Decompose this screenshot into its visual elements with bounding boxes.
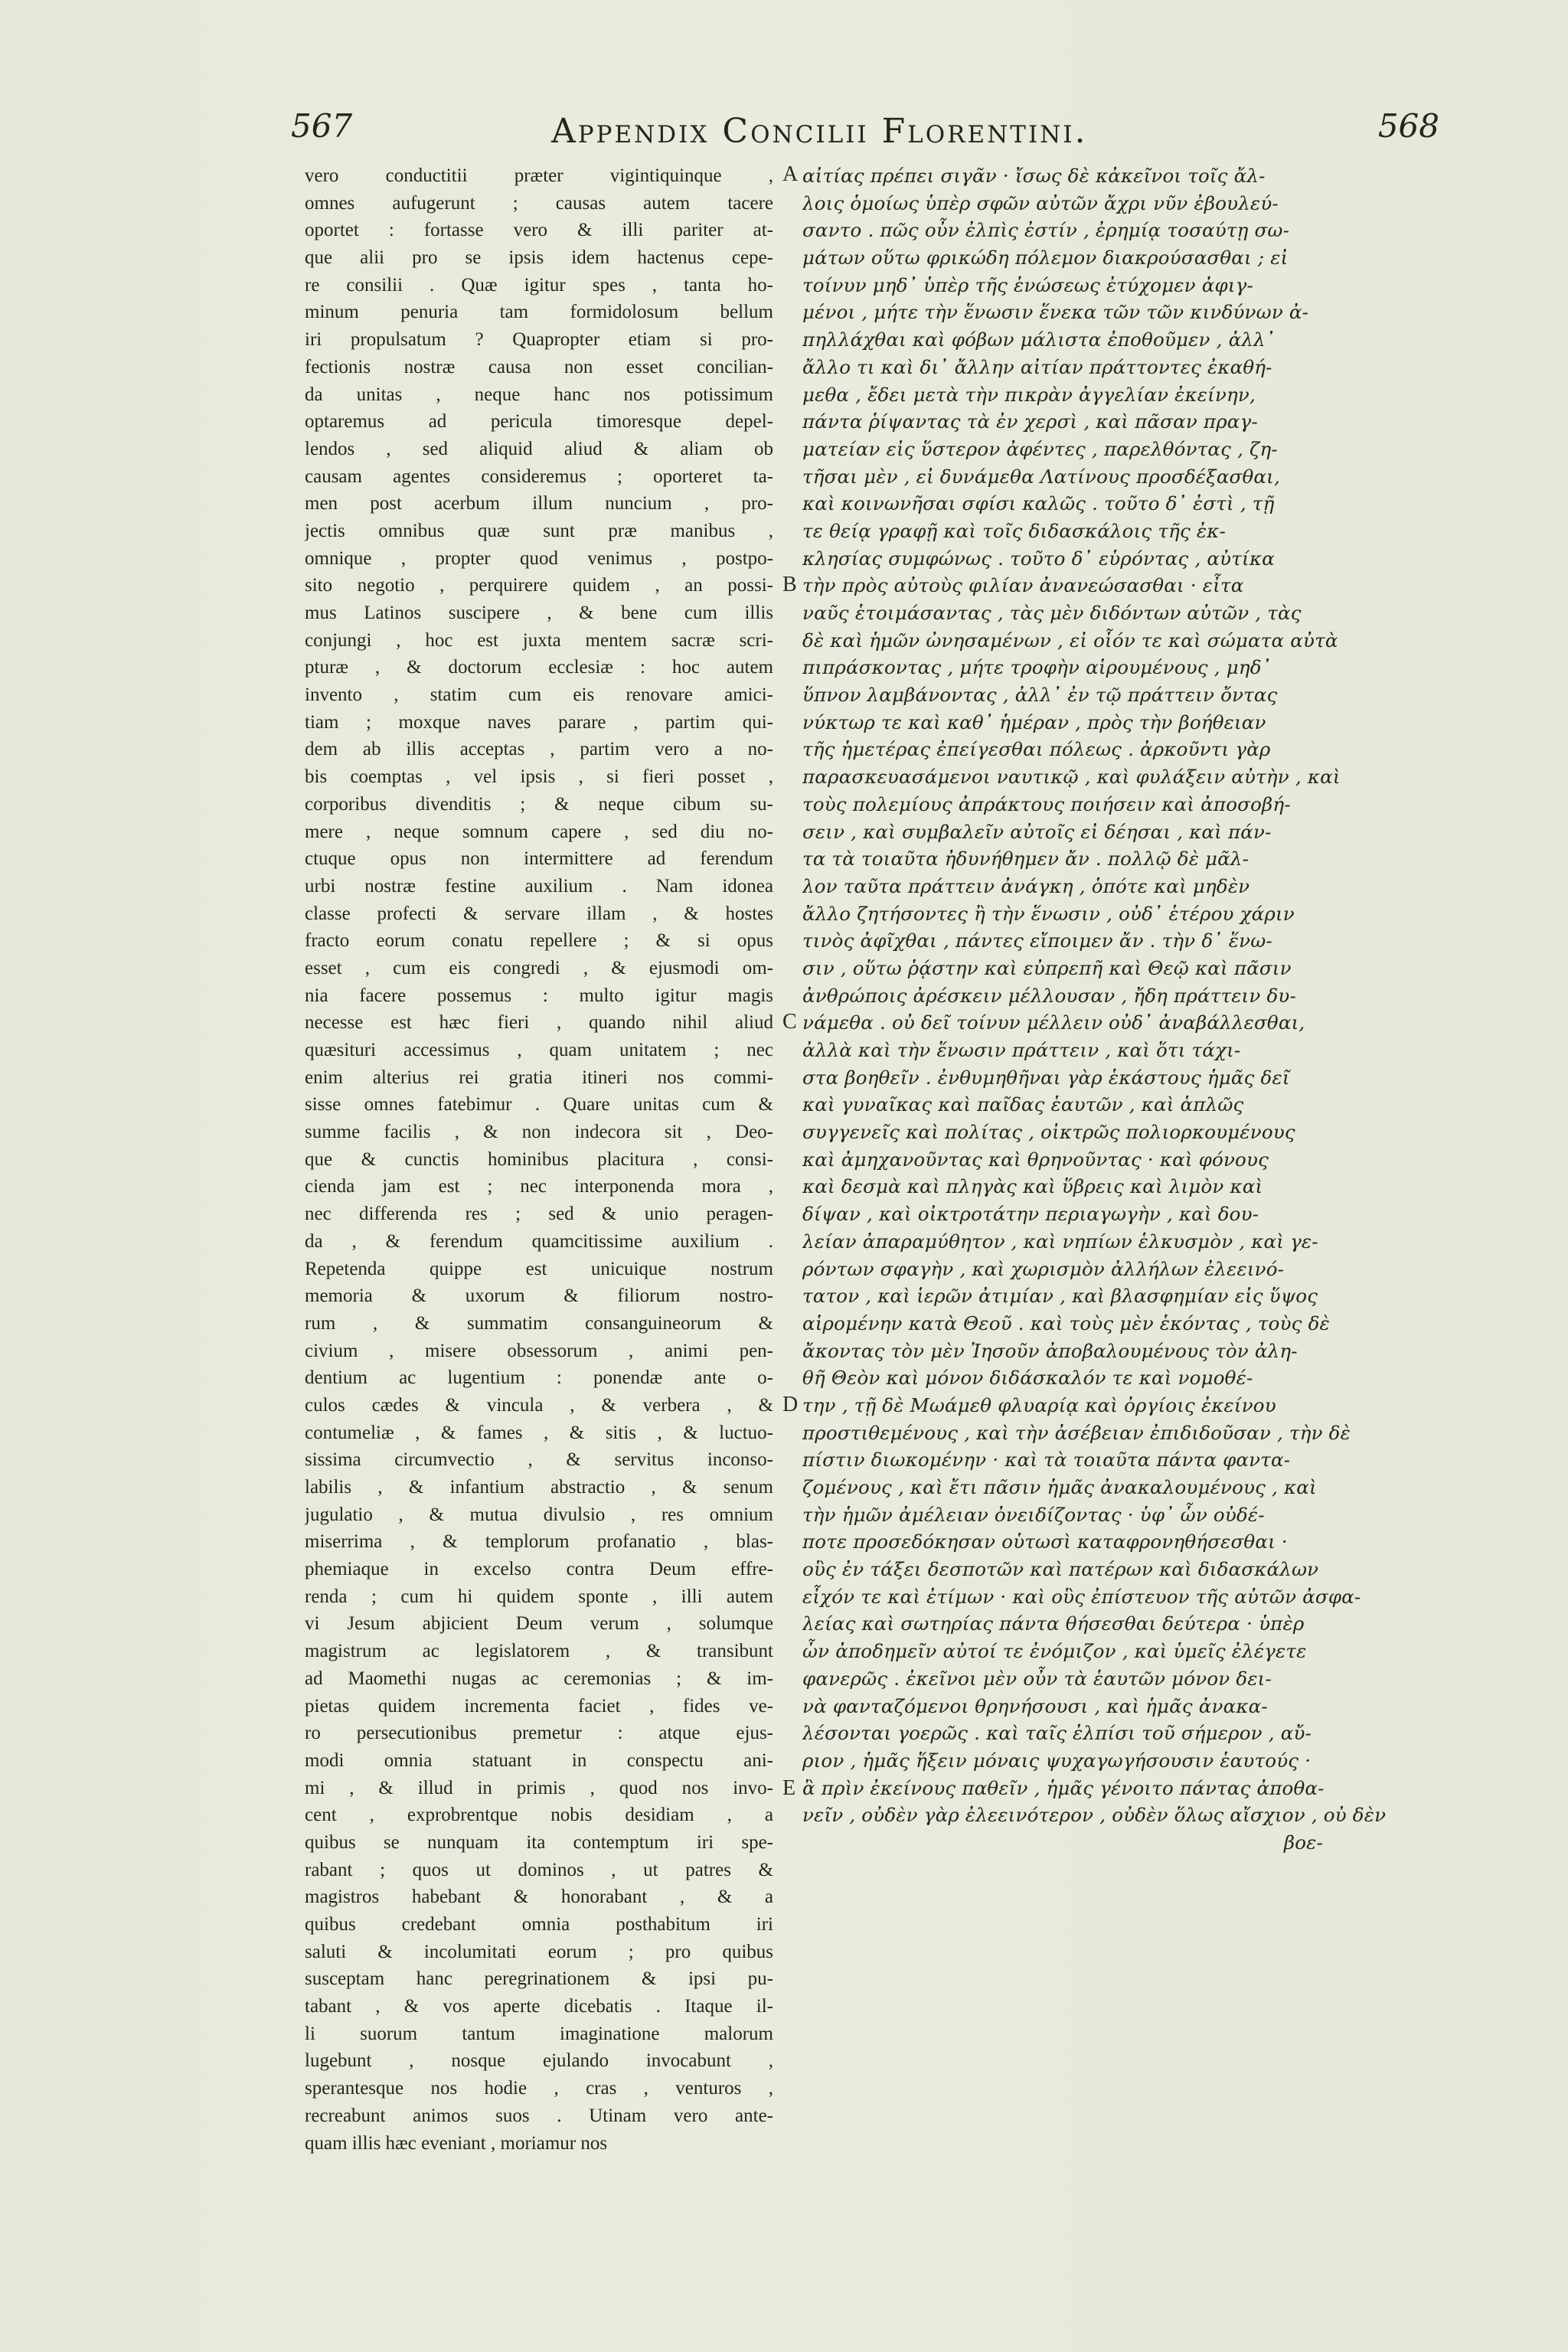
text-line: πηλλάχθαι καὶ φόβων μάλιστα ἐποθοῦμεν , ἀλλ᾽ (802, 328, 1276, 351)
text-line: quibus credebant omnia posthabitum iri (305, 1914, 773, 1935)
text-line: esset , cum eis congredi , & ejusmodi om- (305, 957, 773, 978)
text-line: lendos , sed aliquid aliud & aliam ob (305, 438, 773, 459)
greek-column (802, 162, 1461, 1857)
text-line: ἄλλο τι καὶ δι᾽ ἄλλην αἰτίαν πράττοντες ἐκαθή- (802, 355, 1272, 378)
text-line: προστιθεμένους , καὶ τὴν ἀσέβειαν ἐπιδιδοῦσαν , τὴν δὲ (802, 1421, 1351, 1444)
text-line: memoria & uxorum & filiorum nostro- (305, 1285, 773, 1307)
text-line: miserrima , & templorum profanatio , blas- (305, 1531, 773, 1553)
text-line: men post acerbum illum nuncium , pro- (305, 493, 773, 514)
text-line: πίστιν διωκομένην · καὶ τὰ τοιαῦτα πάντα φαντα- (802, 1449, 1291, 1472)
text-line: omnes aufugerunt ; causas autem tacere (305, 192, 773, 214)
margin-marker-d: D (782, 1393, 799, 1416)
text-line: modi omnia statuant in conspectu ani- (305, 1749, 773, 1771)
text-line: φανερῶς . ἐκεῖνοι μὲν οὖν τὰ ἑαυτῶν μόνον δει- (802, 1667, 1272, 1690)
text-line: causam agentes consideremus ; oporteret ta- (305, 466, 773, 487)
text-line: omnique , propter quod venimus , postpo- (305, 547, 773, 569)
text-line: αἱρομένην κατὰ Θεοῦ . καὶ τοὺς μὲν ἑκόντας , τοὺς δὲ (802, 1312, 1330, 1334)
text-line: εἶχόν τε καὶ ἐτίμων · καὶ οὓς ἐπίστευον τῆς αὐτῶν ἀσφα- (802, 1585, 1361, 1608)
text-line: λον ταῦτα πράττειν ἀνάγκη , ὁπότε καὶ μηδὲν (802, 874, 1250, 897)
text-line: ἃ πρὶν ἐκείνους παθεῖν , ἡμᾶς γένοιτο πάντας ἀποθα- (802, 1776, 1325, 1799)
text-line: οὓς ἐν τάξει δεσποτῶν καὶ πατέρων καὶ διδασκάλων (802, 1558, 1319, 1581)
text-line: βοε- (1283, 1831, 1323, 1854)
text-line: τὴν ἡμῶν ἀμέλειαν ὀνειδίζοντας · ὑφ᾽ ὧν οὐδέ- (802, 1503, 1265, 1526)
text-line: μεθα , ἔδει μετὰ τὴν πικρὰν ἀγγελίαν ἐκείνην, (802, 383, 1256, 406)
text-line: νὰ φανταζόμενοι θρηνήσουσι , καὶ ἡμᾶς ἀνακα- (802, 1694, 1268, 1717)
text-line: ἀνθρώποις ἀρέσκειν μέλλουσαν , ἤδη πράττειν δυ- (802, 984, 1296, 1007)
text-line: λείας καὶ σωτηρίας πάντα θήσεσθαι δεύτερα · ὑπὲρ (802, 1612, 1305, 1635)
text-line: ἄλλο ζητήσοντες ἢ τὴν ἕνωσιν , οὐδ᾽ ἑτέρου χάριν (802, 902, 1295, 925)
text-line: dentium ac lugentium : ponendæ ante o- (305, 1367, 773, 1389)
text-line: Repetenda quippe est unicuique nostrum (305, 1258, 773, 1279)
latin-column (305, 162, 773, 2157)
text-line: labilis , & infantium abstractio , & senum (305, 1477, 773, 1498)
text-line: recreabunt animos suos . Utinam vero ante- (305, 2105, 773, 2126)
margin-marker-c: C (782, 1010, 797, 1034)
text-line: magistros habebant & honorabant , & a (305, 1886, 773, 1908)
text-line: saluti & incolumitati eorum ; pro quibus (305, 1941, 773, 1962)
margin-marker-b: B (782, 573, 797, 596)
text-line: νεῖν , οὐδὲν γὰρ ἐλεεινότερον , οὐδὲν ὅλως αἴσχιον , οὐ δὲν (802, 1804, 1387, 1827)
text-line: την , τῇ δὲ Μωάμεθ φλυαρίᾳ καὶ ὀργίοις ἐκείνου (802, 1393, 1276, 1416)
text-line: re consilii . Quæ igitur spes , tanta ho- (305, 274, 773, 296)
text-line: ματείαν εἰς ὕστερον ἀφέντες , παρελθόντας , ζη- (802, 437, 1278, 460)
text-line: sissima circumvectio , & servitus inconso- (305, 1449, 773, 1471)
text-line: τῆσαι μὲν , εἰ δυνάμεθα Λατίνους προσδέξασθαι, (802, 465, 1280, 488)
text-line: vi Jesum abjicient Deum verum , solumque (305, 1613, 773, 1635)
text-line: renda ; cum hi quidem sponte , illi autem (305, 1586, 773, 1607)
text-line: τὴν πρὸς αὐτοὺς φιλίαν ἀνανεώσασθαι · εἶτα (802, 574, 1244, 597)
text-line: summe facilis , & non indecora sit , Deo- (305, 1122, 773, 1143)
text-line: παρασκευασάμενοι ναυτικῷ , καὶ φυλάξειν αὐτὴν , καὶ (802, 766, 1341, 789)
text-line: σιν , οὕτω ῥᾴστην καὶ εὐπρεπῆ καὶ Θεῷ καὶ πᾶσιν (802, 956, 1292, 979)
text-line: νύκτωρ τε καὶ καθ᾽ ἡμέραν , πρὸς τὴν βοήθειαν (802, 710, 1266, 733)
text-line: dem ab illis acceptas , partim vero a no- (305, 739, 773, 760)
text-line: τε θείᾳ γραφῇ καὶ τοῖς διδασκάλοις τῆς ἐκ- (802, 519, 1226, 542)
running-title: Appendix Concilii Florentini. (551, 112, 1088, 151)
text-line: κλησίας συμφώνως . τοῦτο δ᾽ εὑρόντας , αὐτίκα (802, 547, 1275, 570)
text-line: καὶ δεσμὰ καὶ πληγὰς καὶ ὕβρεις καὶ λιμὸν καὶ (802, 1175, 1263, 1198)
text-line: πάντα ῥίψαντας τὰ ἐν χερσὶ , καὶ πᾶσαν πραγ- (802, 410, 1258, 433)
text-line: πιπράσκοντας , μήτε τροφὴν αἱρουμένους , μηδ᾽ (802, 656, 1272, 679)
text-line: da , & ferendum quamcitissime auxilium . (305, 1230, 773, 1252)
text-line: enim alterius rei gratia itineri nos commi- (305, 1067, 773, 1088)
text-line: λοις ὁμοίως ὑπὲρ σφῶν αὐτῶν ἄχρι νῦν ἐβουλεύ- (802, 191, 1279, 214)
text-line: μένοι , μήτε τὴν ἕνωσιν ἕνεκα τῶν τῶν κινδύνων ἀ- (802, 301, 1309, 324)
text-line: susceptam hanc peregrinationem & ipsi pu- (305, 1968, 773, 1990)
text-line: ποτε προσεδόκησαν οὑτωσὶ καταφρονηθήσεσθαι · (802, 1530, 1288, 1553)
text-line: ro persecutionibus premetur : atque ejus- (305, 1723, 773, 1744)
text-line: ctuque opus non intermittere ad ferendum (305, 848, 773, 870)
text-line: urbi nostræ festine auxilium . Nam idonea (305, 875, 773, 897)
text-line: δὲ καὶ ἡμῶν ὠνησαμένων , εἰ οἷόν τε καὶ σώματα αὐτὰ (802, 629, 1338, 652)
text-line: rabant ; quos ut dominos , ut patres & (305, 1859, 773, 1880)
text-line: sisse omnes fatebimur . Quare unitas cum & (305, 1094, 773, 1116)
text-line: lugebunt , nosque ejulando invocabunt , (305, 2050, 773, 2072)
text-line: ἄκοντας τὸν μὲν Ἰησοῦν ἀποβαλουμένους τὸν ἀλη- (802, 1339, 1298, 1362)
text-line: phemiaque in excelso contra Deum effre- (305, 1559, 773, 1580)
text-line: invento , statim cum eis renovare amici- (305, 684, 773, 706)
margin-marker-e: E (782, 1776, 796, 1800)
page-number-right: 568 (1377, 107, 1439, 145)
text-line: θῆ Θεὸν καὶ μόνον διδάσκαλόν τε καὶ νομοθέ- (802, 1367, 1253, 1390)
text-line: σαντο . πῶς οὖν ἐλπὶς ἐστίν , ἐρημίᾳ τοσαύτῃ σω- (802, 219, 1290, 242)
text-line: da unitas , neque hanc nos potissimum (305, 384, 773, 405)
text-line: sperantesque nos hodie , cras , venturos , (305, 2078, 773, 2099)
text-line: mere , neque somnum capere , sed diu no- (305, 821, 773, 842)
text-line: ὕπνον λαμβάνοντας , ἀλλ᾽ ἐν τῷ πράττειν ὄντας (802, 684, 1278, 707)
text-line: fectionis nostræ causa non esset concilian- (305, 356, 773, 377)
text-line: que alii pro se ipsis idem hactenus cepe- (305, 247, 773, 269)
text-line: rum , & summatim consanguineorum & (305, 1312, 773, 1334)
text-line: ἀλλὰ καὶ τὴν ἕνωσιν πράττειν , καὶ ὅτι τάχι- (802, 1039, 1241, 1061)
text-line: cent , exprobrentque nobis desidiam , a (305, 1805, 773, 1826)
text-line: σειν , καὶ συμβαλεῖν αὐτοῖς εἰ δέησαι , καὶ πάν- (802, 820, 1272, 843)
text-line: pietas quidem incrementa faciet , fides ve- (305, 1695, 773, 1717)
text-line: jugulatio , & mutua divulsio , res omnium (305, 1504, 773, 1525)
text-line: αἰτίας πρέπει σιγᾶν · ἴσως δὲ κἀκεῖνοι τοῖς ἄλ- (802, 165, 1266, 187)
text-line: ριον , ἡμᾶς ἥξειν μόναις ψυχαγωγήσουσιν ἑαυτούς · (802, 1749, 1312, 1772)
margin-marker-a: A (782, 162, 799, 186)
text-line: καὶ γυναῖκας καὶ παῖδας ἑαυτῶν , καὶ ἁπλῶς (802, 1093, 1244, 1116)
text-line: contumeliæ , & fames , & sitis , & luctuo- (305, 1422, 773, 1443)
text-line: λέσονται γοερῶς . καὶ ταῖς ἐλπίσι τοῦ σήμερον , αὔ- (802, 1722, 1312, 1745)
text-line: li suorum tantum imaginatione malorum (305, 2023, 773, 2044)
text-line: fracto eorum conatu repellere ; & si opus (305, 930, 773, 952)
text-line: mi , & illud in primis , quod nos invo- (305, 1777, 773, 1798)
text-line: δίψαν , καὶ οἰκτροτάτην περιαγωγὴν , καὶ δου- (802, 1203, 1259, 1226)
text-line: τατον , καὶ ἱερῶν ἀτιμίαν , καὶ βλασφημίαν εἰς ὕψος (802, 1285, 1318, 1308)
text-line: τοίνυν μηδ᾽ ὑπὲρ τῆς ἑνώσεως ἐτύχομεν ἀφιγ- (802, 273, 1253, 296)
text-line: μάτων οὕτω φρικώδη πόλεμον διακρούσασθαι ; εἰ (802, 247, 1289, 270)
text-line: ναῦς ἑτοιμάσαντας , τὰς μὲν διδόντων αὐτῶν , τὰς (802, 602, 1302, 624)
text-line: quibus se nunquam ita contemptum iri spe- (305, 1831, 773, 1853)
text-line: ζομένους , καὶ ἔτι πᾶσιν ἡμᾶς ἀνακαλουμένους , καὶ (802, 1476, 1317, 1498)
text-line: conjungi , hoc est juxta mentem sacræ scri- (305, 629, 773, 651)
text-line: vero conductitii præter vigintiquinque , (305, 165, 773, 186)
text-line: στα βοηθεῖν . ἐνθυμηθῆναι γὰρ ἑκάστους ἡμᾶς δεῖ (802, 1066, 1290, 1089)
text-line: συγγενεῖς καὶ πολίτας , οἰκτρῶς πολιορκουμένους (802, 1121, 1295, 1144)
text-line: τῆς ἡμετέρας ἐπείγεσθαι πόλεως . ἀρκοῦντι γὰρ (802, 738, 1271, 761)
text-line: νάμεθα . οὐ δεῖ τοίνυν μέλλειν οὐδ᾽ ἀναβάλλεσθαι, (802, 1011, 1305, 1034)
text-line: τοὺς πολεμίους ἀπράκτους ποιήσειν καὶ ἀποσοβή- (802, 792, 1291, 815)
text-line: nia facere possemus : multo igitur magis (305, 985, 773, 1006)
page-header (291, 107, 1439, 161)
text-line: oportet : fortasse vero & illi pariter at- (305, 220, 773, 241)
text-line: quam illis hæc eveniant , moriamur nos (305, 2132, 608, 2154)
text-line: necesse est hæc fieri , quando nihil aliud (305, 1012, 773, 1034)
text-line: corporibus divenditis ; & neque cibum su- (305, 793, 773, 815)
text-line: que & cunctis hominibus placitura , consi- (305, 1148, 773, 1170)
text-line: jectis omnibus quæ sunt præ manibus , (305, 520, 773, 541)
text-line: sito negotio , perquirere quidem , an possi- (305, 575, 773, 596)
text-line: ρόντων σφαγὴν , καὶ χωρισμὸν ἀλλήλων ἐλεεινό- (802, 1257, 1285, 1280)
text-line: λείαν ἀπαραμύθητον , καὶ νηπίων ἑλκυσμὸν , καὶ γε- (802, 1230, 1318, 1253)
text-line: tiam ; moxque naves parare , partim qui- (305, 711, 773, 733)
page-number-left: 567 (291, 107, 353, 145)
text-line: culos cædes & vincula , & verbera , & (305, 1394, 773, 1416)
text-line: nec differenda res ; sed & unio peragen- (305, 1204, 773, 1225)
text-line: magistrum ac legislatorem , & transibunt (305, 1641, 773, 1662)
text-line: cienda jam est ; nec interponenda mora , (305, 1176, 773, 1197)
text-line: ad Maomethi nugas ac ceremonias ; & im- (305, 1668, 773, 1689)
text-line: τα τὰ τοιαῦτα ἠδυνήθημεν ἄν . πολλῷ δὲ μᾶλ- (802, 848, 1250, 871)
text-line: quæsituri accessimus , quam unitatem ; nec (305, 1040, 773, 1060)
text-line: καὶ κοινωνῆσαι σφίσι καλῶς . τοῦτο δ᾽ ἐστὶ , τῇ (802, 492, 1275, 515)
text-line: optaremus ad pericula timoresque depel- (305, 411, 773, 433)
text-line: bis coemptas , vel ipsis , si fieri posset , (305, 766, 773, 788)
text-line: pturæ , & doctorum ecclesiæ : hoc autem (305, 657, 773, 678)
text-line: τινὸς ἀφῖχθαι , πάντες εἴποιμεν ἄν . τὴν δ᾽ ἕνω- (802, 929, 1272, 952)
text-line: tabant , & vos aperte dicebatis . Itaque il- (305, 1996, 773, 2017)
text-line: ὧν ἀποδημεῖν αὐτοί τε ἐνόμιζον , καὶ ὑμεῖς ἐλέγετε (802, 1640, 1307, 1663)
text-line: iri propulsatum ? Quapropter etiam si pro- (305, 329, 773, 351)
text-line: classe profecti & servare illam , & hostes (305, 903, 773, 924)
text-line: minum penuria tam formidolosum bellum (305, 302, 773, 323)
text-line: civium , misere obsessorum , animi pen- (305, 1340, 773, 1361)
text-line: καὶ ἀμηχανοῦντας καὶ θρηνοῦντας · καὶ φόνους (802, 1148, 1269, 1171)
text-line: mus Latinos suscipere , & bene cum illis (305, 603, 773, 623)
